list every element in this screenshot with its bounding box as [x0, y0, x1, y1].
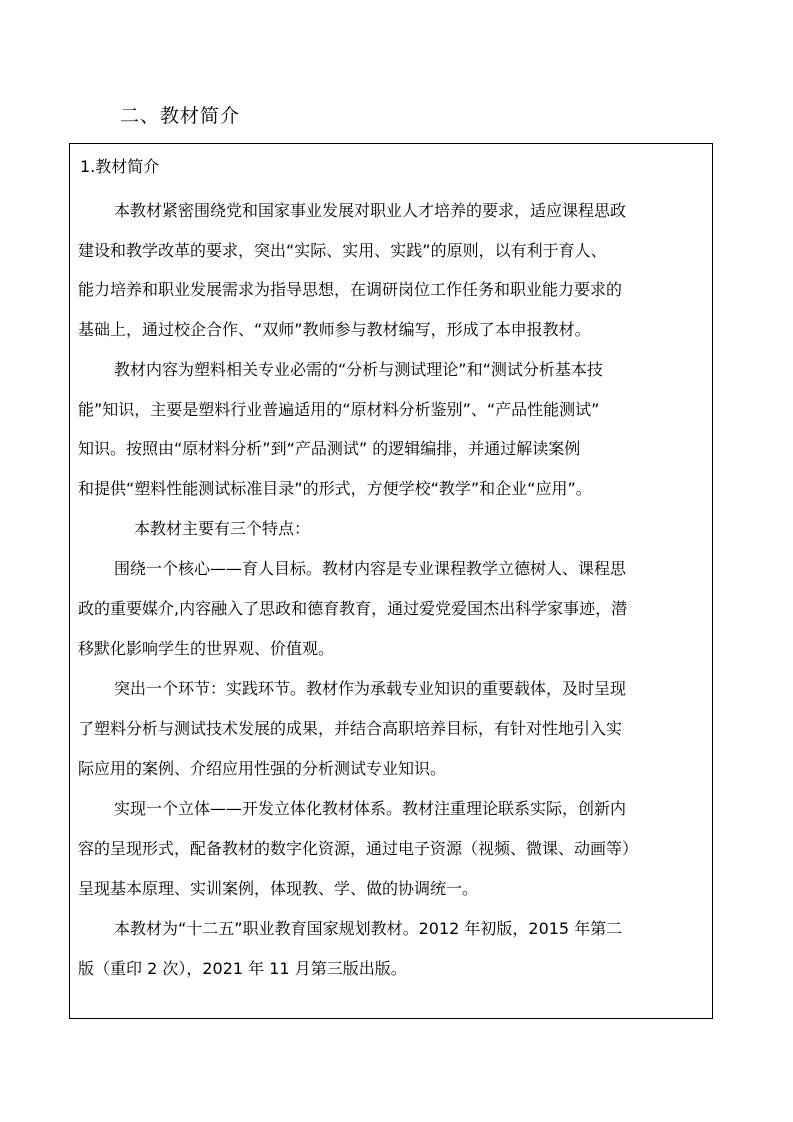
textbook-intro-box	[69, 143, 713, 1019]
box-title: 1.教材简介	[80, 157, 160, 176]
paragraph-line: 容的呈现形式，配备教材的数字化资源，通过电子资源（视频、微课、动画等）	[78, 839, 639, 858]
paragraph-line: 移默化影响学生的世界观、价值观。	[78, 639, 335, 658]
paragraph-line: 教材内容为塑料相关专业必需的“分析与测试理论”和“测试分析基本技	[114, 360, 603, 379]
paragraph-line: 突出一个环节：实践环节。教材作为承载专业知识的重要载体，及时呈现	[114, 679, 627, 698]
paragraph-line: 版（重印 2 次），2021 年 11 月第三版出版。	[78, 959, 407, 978]
paragraph-line: 知识。按照由“原材料分析”到“产品测试” 的逻辑编排，并通过解读案例	[78, 439, 581, 458]
paragraph-line: 实现一个立体——开发立体化教材体系。教材注重理论联系实际，创新内	[114, 799, 627, 818]
section-heading: 二、教材简介	[120, 105, 241, 127]
paragraph-line: 际应用的案例、介绍应用性强的分析测试专业知识。	[78, 759, 447, 778]
paragraph-line: 本教材紧密围绕党和国家事业发展对职业人才培养的要求，适应课程思政	[114, 201, 627, 220]
paragraph-line: 基础上，通过校企合作、“双师”教师参与教材编写，形成了本申报教材。	[78, 320, 591, 339]
paragraph-line: 能”知识，主要是塑料行业普遍适用的“原材料分析鉴别”、“产品性能测试”	[78, 400, 600, 419]
paragraph-line: 能力培养和职业发展需求为指导思想，在调研岗位工作任务和职业能力要求的	[78, 280, 623, 299]
paragraph-line: 政的重要媒介,内容融入了思政和德育教育，通过爱党爱国杰出科学家事迹，潜	[78, 599, 628, 618]
paragraph-line: 本教材主要有三个特点：	[134, 519, 311, 538]
paragraph-line: 了塑料分析与测试技术发展的成果，并结合高职培养目标，有针对性地引入实	[78, 719, 623, 738]
paragraph-line: 和提供“塑料性能测试标准目录”的形式，方便学校“教学”和企业“应用”。	[78, 479, 592, 498]
paragraph-line: 围绕一个核心——育人目标。教材内容是专业课程教学立德树人、课程思	[114, 559, 627, 578]
paragraph-line: 本教材为“十二五”职业教育国家规划教材。2012 年初版，2015 年第二	[114, 919, 623, 938]
paragraph-line: 呈现基本原理、实训案例，体现教、学、做的协调统一。	[78, 879, 479, 898]
paragraph-line: 建设和教学改革的要求，突出“实际、实用、实践”的原则，以有利于育人、	[78, 241, 607, 260]
